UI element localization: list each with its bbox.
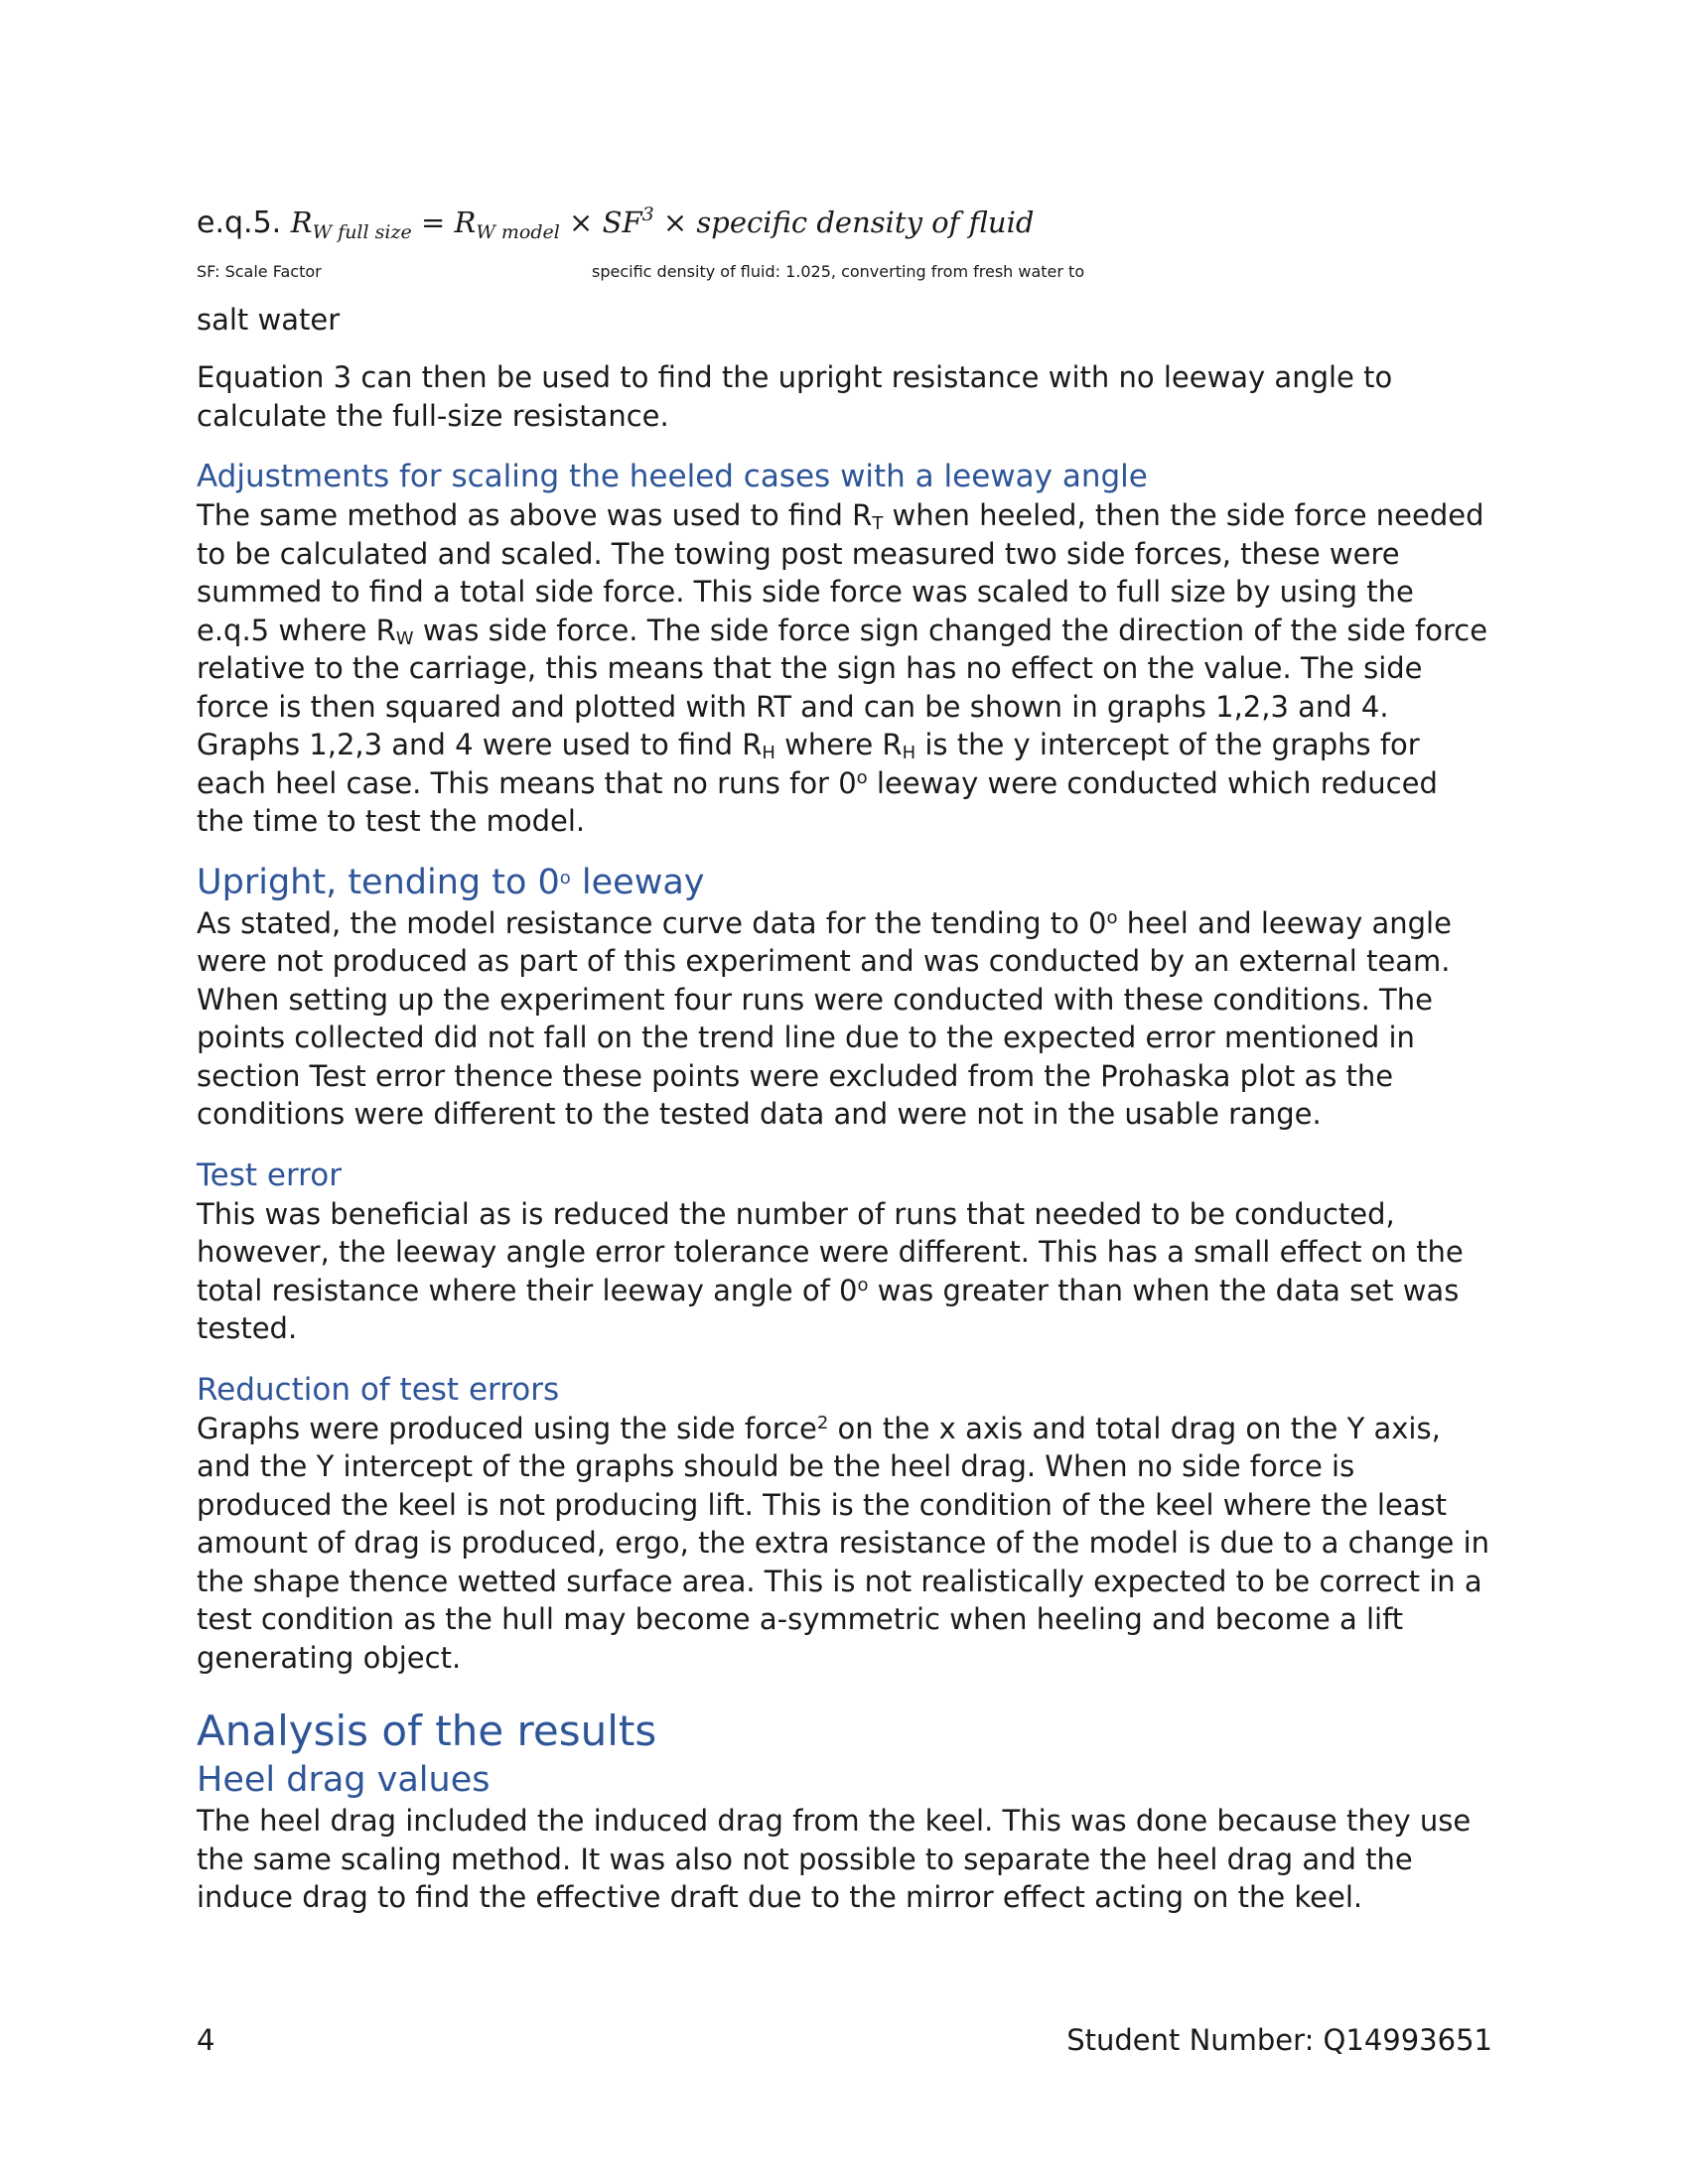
equation-5 xyxy=(197,195,1492,243)
student-number: Student Number: Q14993651 xyxy=(1066,2023,1492,2057)
page-content xyxy=(197,195,1492,1917)
intro-paragraph: Equation 3 can then be used to find the upright resistance with no leeway angle to calculate the full-size resistance. xyxy=(197,360,1393,433)
paragraph-heel-drag: The heel drag included the induced drag from the keel. This was done because they use the same scaling method. It was also not possible to separate the heel drag and the induce drag to find the effective draft due to the mirror effect acting on the keel. xyxy=(197,1804,1472,1914)
lhs-symbol: R xyxy=(290,205,313,239)
heading-adjustments: Adjustments for scaling the heeled cases with a leeway angle xyxy=(197,459,1148,494)
equation-label: e.q.5. xyxy=(197,205,282,240)
scale-factor-exponent: 3 xyxy=(641,204,654,225)
equals-sign: = xyxy=(420,205,446,239)
heading-upright: Upright, tending to 0$^o$ leeway xyxy=(197,862,705,902)
times-sign: × xyxy=(569,205,594,239)
density-definition: specific density of fluid: 1.025, converting from fresh water to xyxy=(592,262,1085,281)
paragraph-upright: As stated, the model resistance curve data for the tending to 0$^o$ heel and leeway angle were not produced as part of this experiment and was conducted by an external team. When setting up the experiment four runs were conducted with these conditions. The points collected did not fall on the trend line due to the expected error mentioned in section Test error thence these points were excluded from the Prohaska plot as the conditions were different to the tested data and were not in the usable range. xyxy=(197,905,1452,1131)
times-sign: × xyxy=(662,205,688,239)
heading-heel-drag: Heel drag values xyxy=(197,1760,491,1800)
equation-formula xyxy=(290,204,1035,243)
rhs-subscript: W model xyxy=(476,221,560,243)
paragraph-adjustments: The same method as above was used to find $R_T$ when heeled, then the side force needed to be calculated and scaled. The towing post measured two side forces, these were summed to find a total side force. This side force was scaled to full size by using the e.q.5 where $R_W$ was side force. The side force sign changed the direction of the side force relative to the carriage, this means that the sign has no effect on the value. The side force is then squared and plotted with RT and can be shown in graphs 1,2,3 and 4. Graphs 1,2,3 and 4 were used to find $R_H$ where $R_H$ is the y intercept of the graphs for each heel case. This means that no runs for 0$^o$ leeway were conducted which reduced the time to test the model. xyxy=(197,498,1488,838)
paragraph-test-error: This was beneficial as is reduced the number of runs that needed to be conducted, however, the leeway angle error tolerance were different. This has a small effect on the total resistance where their leeway angle of 0$^o$ was greater than when the data set was tested. xyxy=(197,1196,1464,1345)
heading-reduction: Reduction of test errors xyxy=(197,1371,560,1408)
page-number: 4 xyxy=(197,2023,215,2057)
scale-factor-definition: SF: Scale Factor xyxy=(197,262,322,281)
paragraph-reduction: Graphs were produced using the side force$^2$ on the x axis and total drag on the Y axis, and the Y intercept of the graphs should be the heel drag. When no side force is produced the keel is not producing lift. This is the condition of the keel where the least amount of drag is produced, ergo, the extra resistance of the model is due to a change in the shape thence wetted surface area. This is not realistically expected to be correct in a test condition as the hull may become a-symmetric when heeling and become a lift generating object. xyxy=(197,1411,1490,1675)
definitions-continuation: salt water xyxy=(197,302,341,337)
rhs-symbol: R xyxy=(454,205,477,239)
scale-factor-symbol: SF xyxy=(602,205,642,239)
heading-analysis: Analysis of the results xyxy=(197,1706,657,1755)
lhs-subscript: W full size xyxy=(312,221,412,243)
definitions-row xyxy=(197,262,1492,301)
heading-test-error: Test error xyxy=(197,1157,342,1193)
density-term: specific density of fluid xyxy=(696,205,1035,239)
